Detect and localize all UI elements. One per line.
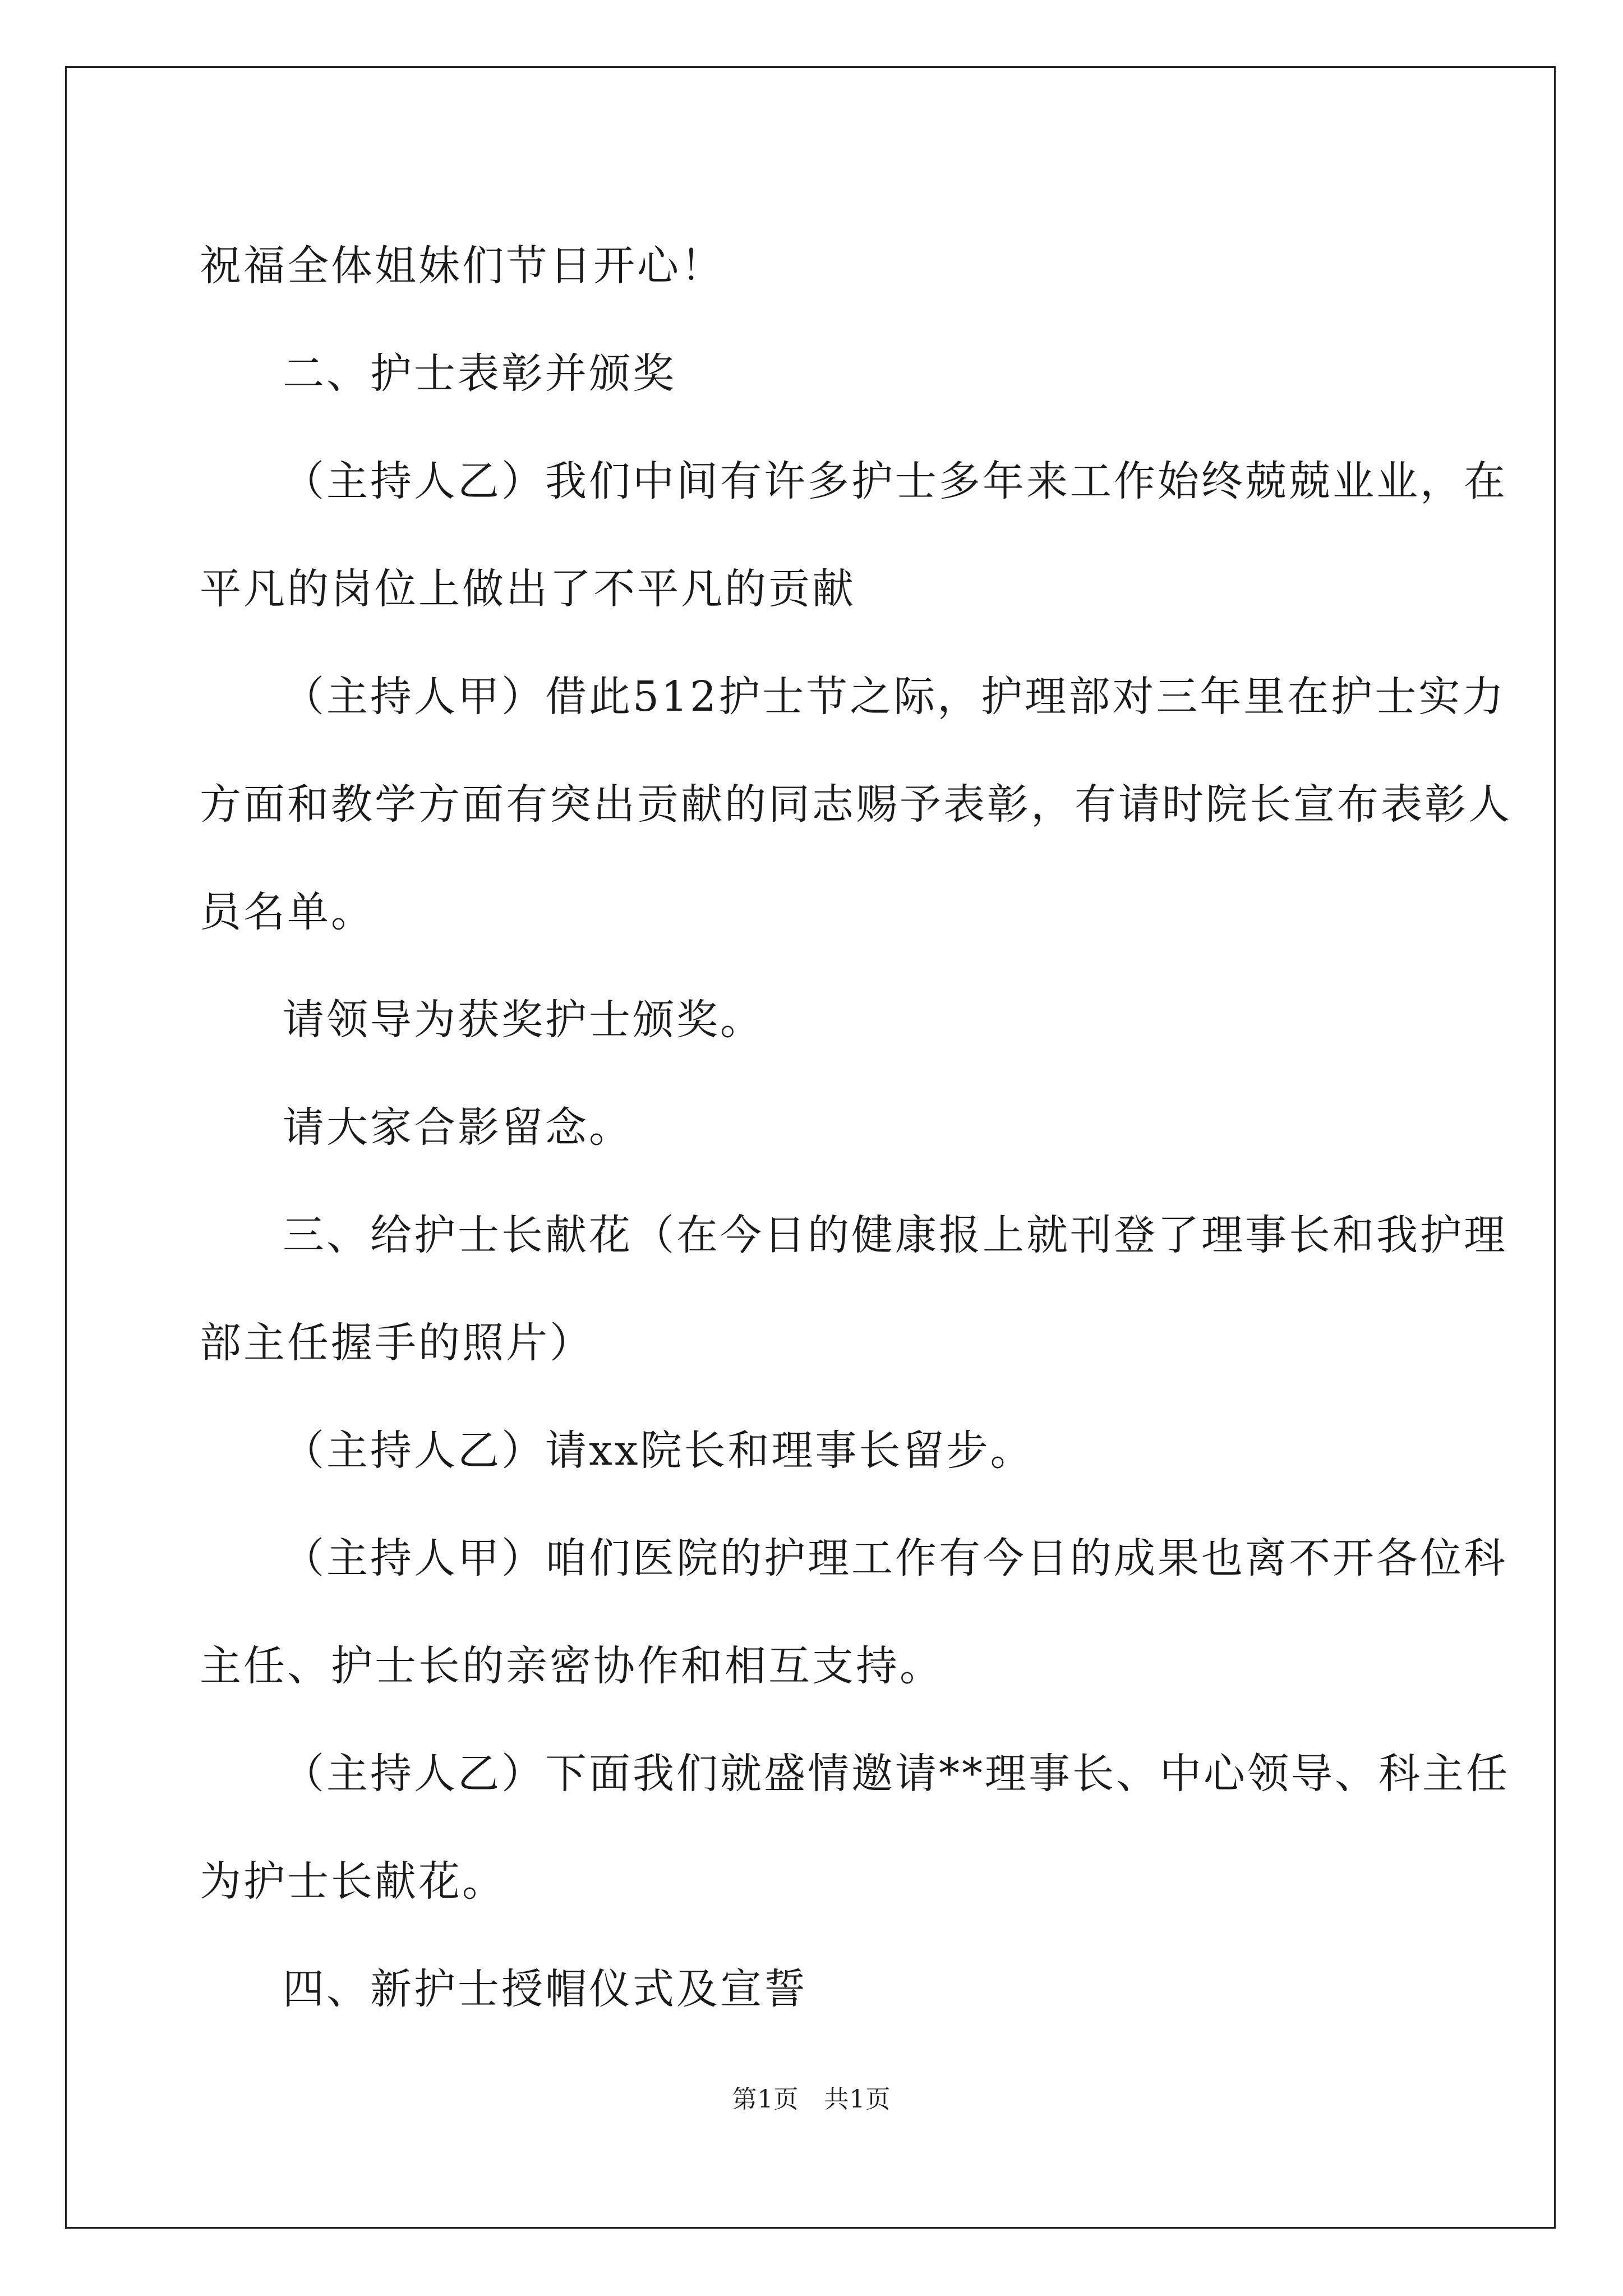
paragraph-line: （主持人甲）借此512护士节之际，护理部对三年里在护士实力 — [283, 673, 1506, 721]
section-heading: 三、给护士长献花（在今日的健康报上就刊登了理事长和我护理 — [283, 1211, 1507, 1259]
paragraph-line: 平凡的岗位上做出了不平凡的贡献 — [200, 565, 856, 613]
paragraph-line: 方面和教学方面有突出贡献的同志赐予表彰，有请时院长宣布表彰人 — [200, 780, 1512, 829]
paragraph-line: （主持人乙）请xx院长和理事长留步。 — [283, 1427, 1034, 1475]
page-footer — [0, 2079, 1623, 2115]
total-pages: 共1页 — [824, 2085, 891, 2114]
section-heading: 二、护士表彰并颁奖 — [283, 349, 676, 398]
paragraph-line: 请领导为获奖护士颁奖。 — [283, 996, 764, 1044]
paragraph-line: 主任、护士长的亲密协作和相互支持。 — [200, 1642, 943, 1690]
paragraph-line: （主持人乙）我们中间有许多护士多年来工作始终兢兢业业，在 — [283, 457, 1507, 505]
paragraph-line: 部主任握手的照片） — [200, 1319, 593, 1367]
section-heading: 四、新护士授帽仪式及宣誓 — [283, 1965, 808, 2013]
document-body — [200, 212, 1512, 2043]
paragraph-line: 请大家合影留念。 — [283, 1103, 633, 1152]
page-number: 第1页 — [732, 2085, 799, 2114]
paragraph-line: 员名单。 — [200, 888, 375, 936]
paragraph-line: 为护士长献花。 — [200, 1857, 506, 1906]
paragraph-line: （主持人甲）咱们医院的护理工作有今日的成果也离不开各位科 — [283, 1534, 1507, 1582]
paragraph-line: 祝福全体姐妹们节日开心！ — [200, 242, 725, 290]
paragraph-line: （主持人乙）下面我们就盛情邀请**理事长、中心领导、科主任 — [283, 1750, 1510, 1798]
